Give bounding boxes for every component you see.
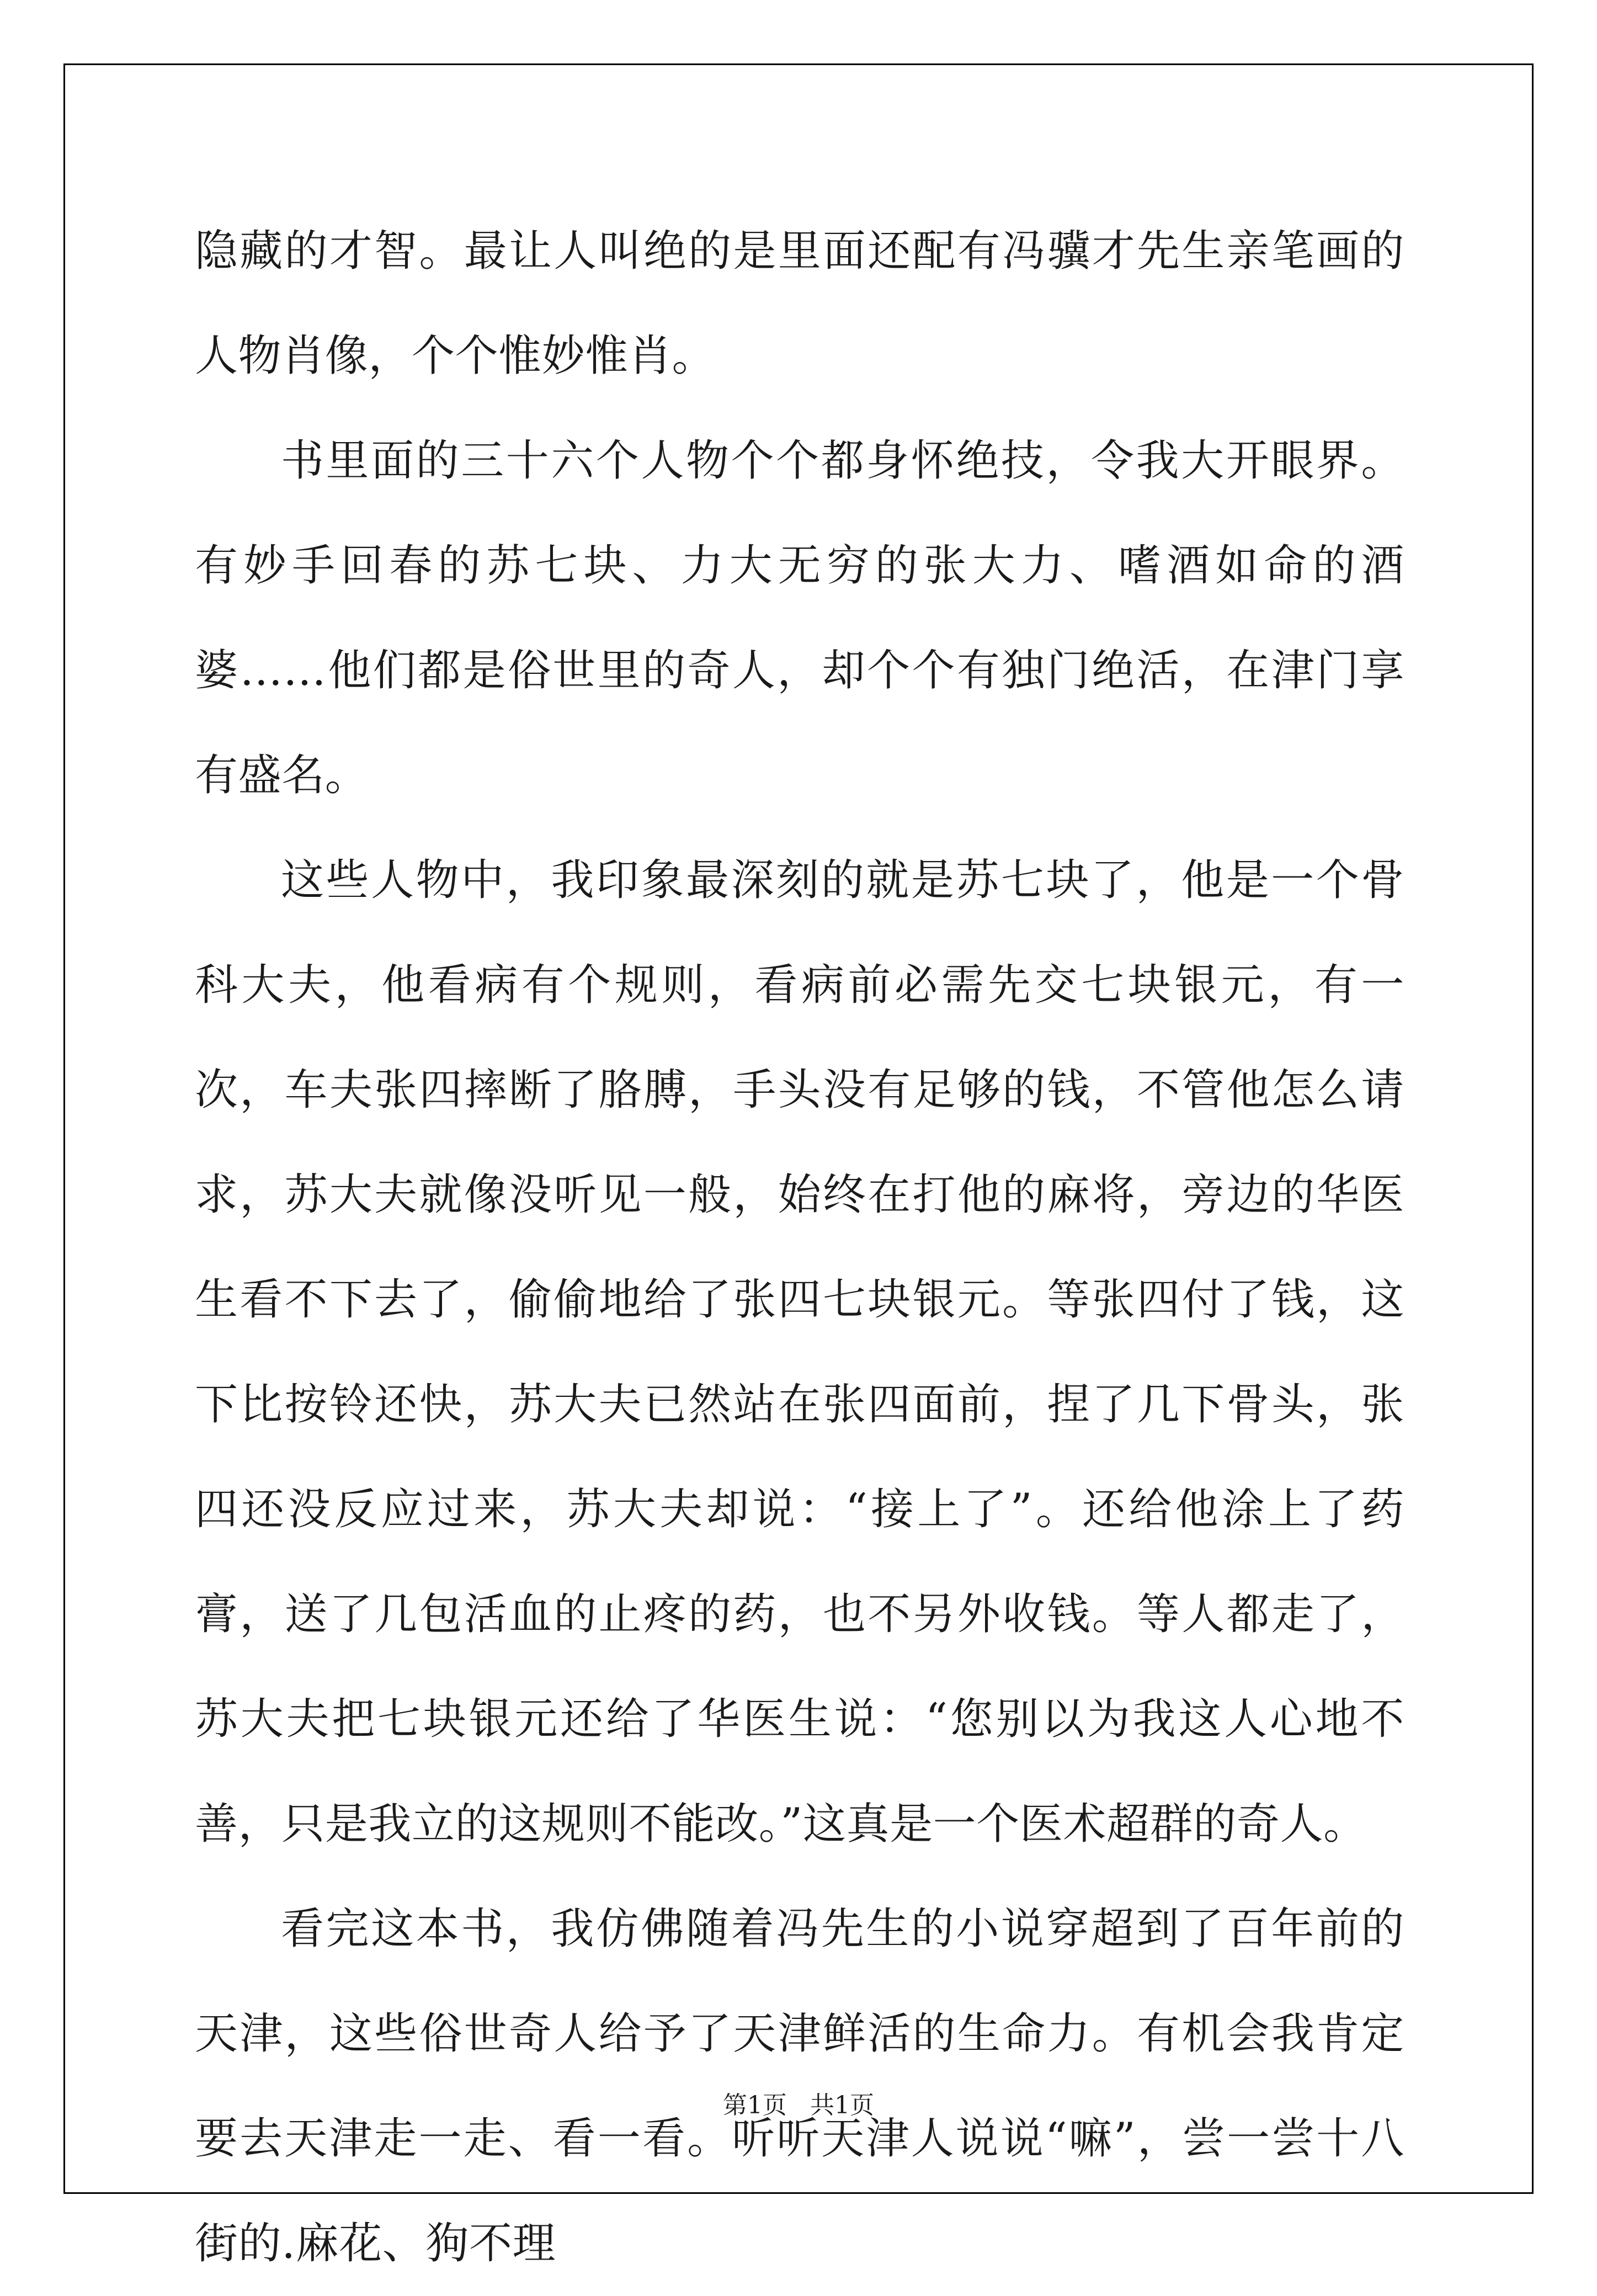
paragraph: 看完这本书，我仿佛随着冯先生的小说穿超到了百年前的天津，这些俗世奇人给予了天津鲜活的生命力。有机会我肯定要去天津走一走、看一看。听听天津人说说“嘛”，尝一尝十八街的.麻花、狗不理 bbox=[195, 1904, 1404, 2268]
paragraph: 书里面的三十六个人物个个都身怀绝技，令我大开眼界。有妙手回春的苏七块、力大无穷的张大力、嗜酒如命的酒婆……他们都是俗世里的奇人，却个个有独门绝活，在津门享有盛名。 bbox=[195, 436, 1404, 800]
page-footer: 第1页 共1页 bbox=[723, 2091, 874, 2119]
document-body bbox=[195, 199, 1404, 2296]
paragraph: 隐藏的才智。最让人叫绝的是里面还配有冯骥才先生亲笔画的人物肖像，个个惟妙惟肖。 bbox=[195, 226, 1404, 381]
paragraph: 这些人物中，我印象最深刻的就是苏七块了，他是一个骨科大夫，他看病有个规则，看病前必需先交七块银元，有一次，车夫张四摔断了胳膊，手头没有足够的钱，不管他怎么请求，苏大夫就像没听见一般，始终在打他的麻将，旁边的华医生看不下去了，偷偷地给了张四七块银元。等张四付了钱，这下比按铃还快，苏大夫已然站在张四面前，捏了几下骨头，张四还没反应过来，苏大夫却说：“接上了”。还给他涂上了药膏，送了几包活血的止疼的药，也不另外收钱。等人都走了，苏大夫把七块银元还给了华医生说：“您别以为我这人心地不善，只是我立的这规则不能改。”这真是一个医术超群的奇人。 bbox=[195, 855, 1404, 1849]
